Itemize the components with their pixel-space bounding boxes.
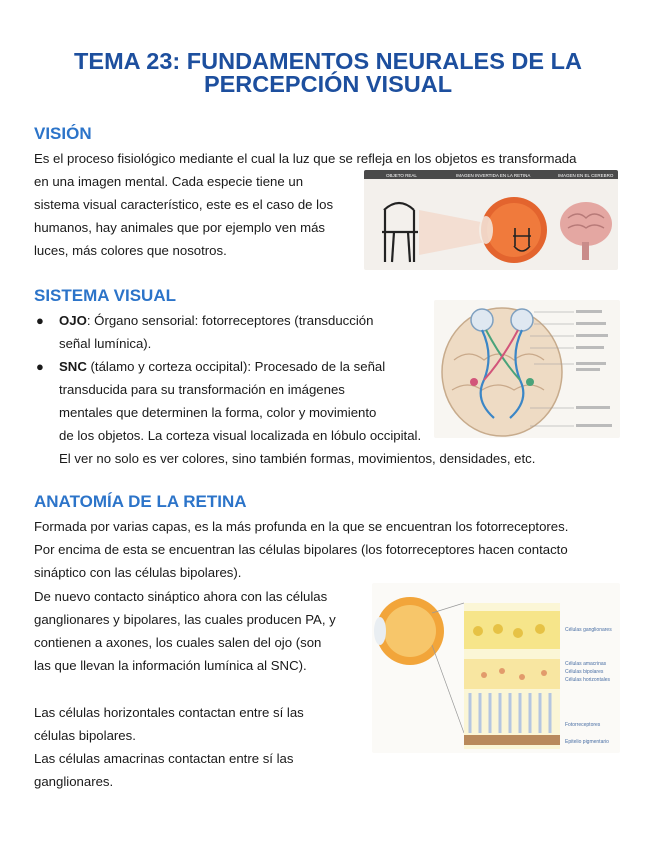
bullet-icon: ● (36, 313, 44, 328)
text-line: las que llevan la información lumínica al SNC). (34, 658, 307, 673)
visual-pathway-figure (434, 300, 620, 438)
text-line: (tálamo y corteza occipital): Procesado de la señal (86, 359, 386, 374)
brain-icon (560, 202, 612, 246)
figure-label: Células ganglionares (565, 627, 612, 633)
eye-icon (511, 309, 533, 331)
text-line: Formada por varias capas, es la más profunda en la que se encuentran los fotorreceptores. (34, 519, 569, 534)
figure-label: IMAGEN INVERTIDA EN LA RETINA (456, 173, 531, 178)
text-line: en una imagen mental. Cada especie tiene un (34, 174, 304, 189)
retina-figure (372, 583, 620, 753)
text-line: De nuevo contacto sináptico ahora con las células (34, 589, 328, 604)
text-line: mentales que determinen la forma, color y movimiento (59, 405, 377, 420)
term-snc: SNC (59, 359, 87, 374)
visual-pathway-illustration (434, 300, 620, 438)
anatomia-paragraph-left (34, 585, 336, 677)
figure-label: Células bipolares (565, 669, 604, 675)
text-line: transducida para su transformación en imágenes (59, 382, 345, 397)
vision-figure (364, 170, 618, 270)
heading-anatomia-retina: ANATOMÍA DE LA RETINA (34, 492, 247, 511)
chair-icon (382, 203, 418, 262)
bullet-ojo (59, 309, 373, 355)
figure-label: IMAGEN EN EL CEREBRO (558, 173, 614, 178)
text-line: ganglionares. (34, 774, 114, 789)
text-line: sistema visual característico, este es el caso de los (34, 197, 334, 212)
term-ojo: OJO (59, 313, 87, 328)
heading-sistema-visual: SISTEMA VISUAL (34, 286, 176, 305)
eye-chair-brain-illustration (364, 170, 618, 270)
text-line: de los objetos. La corteza visual localizada en lóbulo occipital. (59, 428, 422, 443)
figure-label: Células amacrinas (565, 661, 607, 667)
eye-icon (471, 309, 493, 331)
retina-layers-illustration (372, 583, 620, 753)
text-line: luces, más colores que nosotros. (34, 243, 227, 258)
text-line: humanos, hay animales que por ejemplo ven más (34, 220, 326, 235)
heading-vision: VISIÓN (34, 124, 92, 143)
figure-label: Fotorreceptores (565, 722, 601, 728)
figure-label: Células horizontales (565, 677, 611, 683)
figure-label: Epitelio pigmentario (565, 739, 609, 745)
text-line: sináptico con las células bipolares). (34, 565, 242, 580)
text-line: células bipolares. (34, 728, 136, 743)
bullet-icon: ● (36, 359, 44, 374)
text-line: señal lumínica). (59, 336, 152, 351)
figure-label: OBJETO REAL (386, 173, 417, 178)
text-line: El ver no solo es ver colores, sino también formas, movimientos, densidades, etc. (59, 451, 536, 466)
text-line: ganglionares y bipolares, las cuales producen PA, y (34, 612, 336, 627)
page-title: TEMA 23: FUNDAMENTOS NEURALES DE LA PERCEPCIÓN VISUAL (74, 48, 582, 97)
text-line: : Órgano sensorial: fotorreceptores (transducción (86, 313, 374, 328)
text-line: contienen a axones, los cuales salen del ojo (son (34, 635, 322, 650)
text-line: Las células horizontales contactan entre sí las (34, 705, 304, 720)
text-line: Es el proceso fisiológico mediante el cual la luz que se refleja en los objetos es transformada (34, 151, 577, 166)
text-line: Por encima de esta se encuentran las células bipolares (los fotorreceptores hacen contacto (34, 542, 568, 557)
text-line: Las células amacrinas contactan entre sí las (34, 751, 294, 766)
anatomia-paragraph-top (34, 515, 568, 584)
anatomia-paragraph-bottom (34, 701, 304, 793)
